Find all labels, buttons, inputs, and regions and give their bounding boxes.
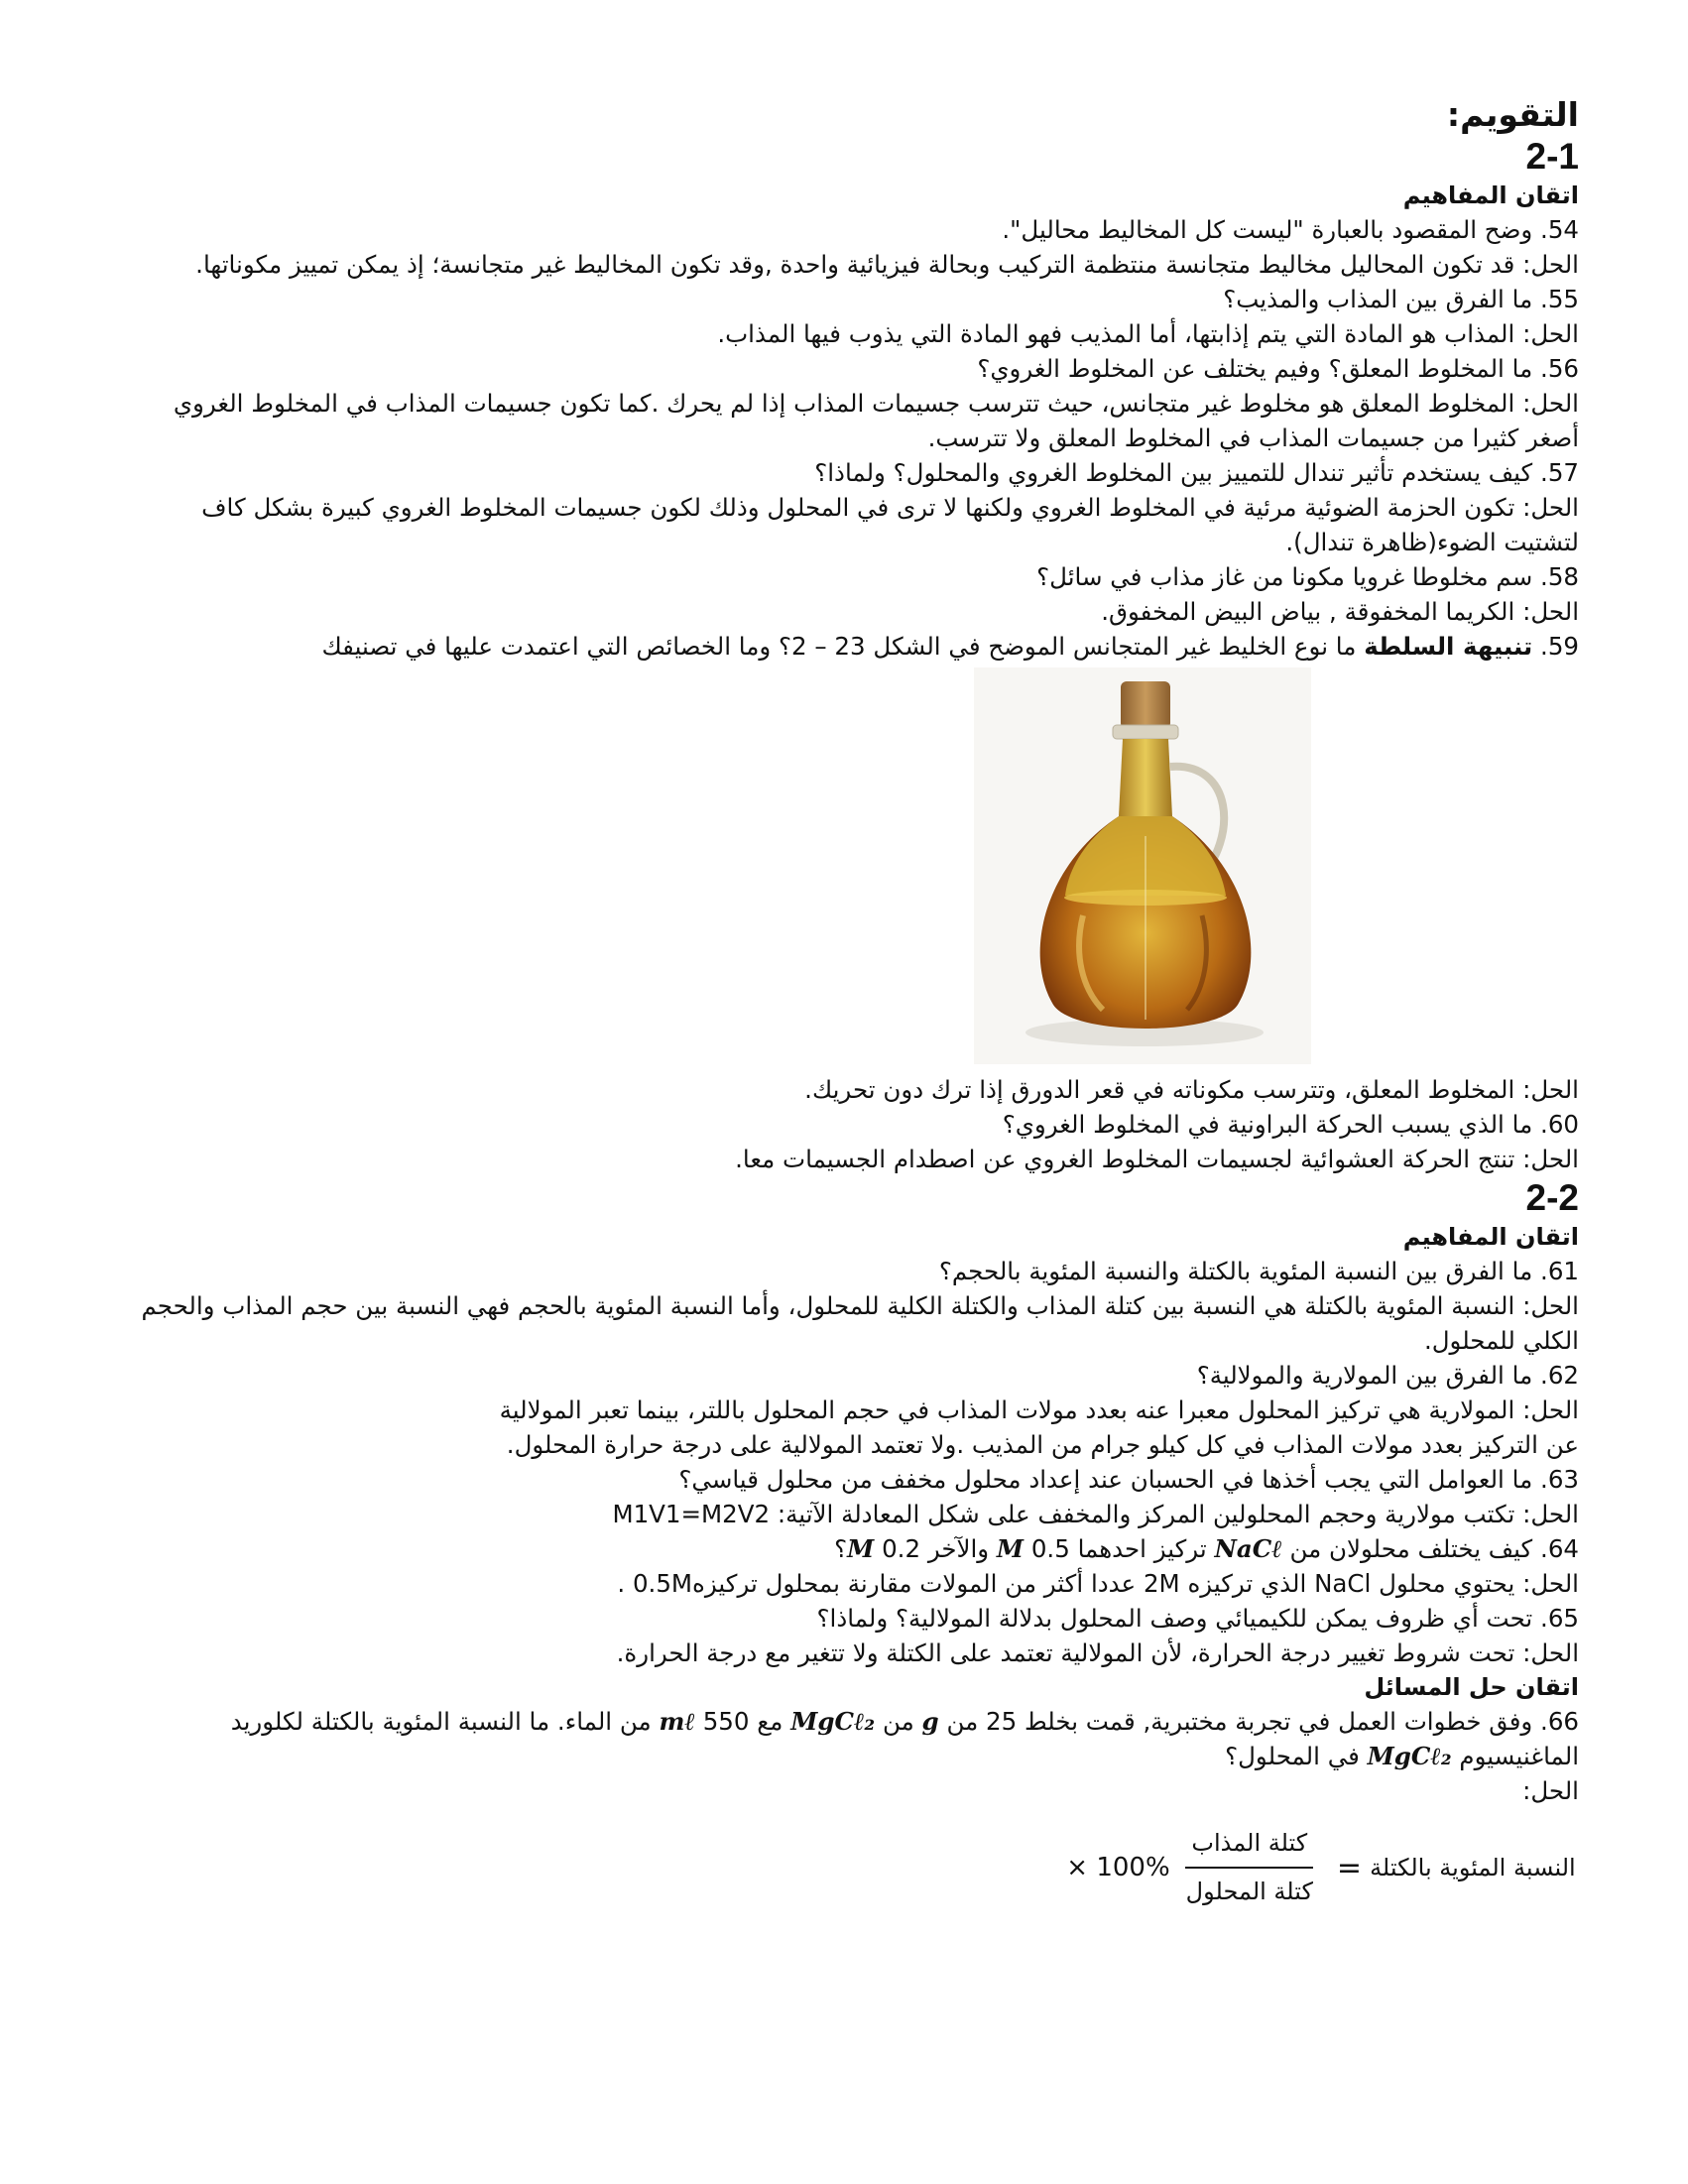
q59-answer: الحل: المخلوط المعلق، وتترسب مكوناته في قعر الدورق إذا ترك دون تحريك. — [804, 1075, 1579, 1104]
q66-text-c: مع 550 — [702, 1707, 784, 1736]
formula-times: × 100% — [1066, 1852, 1170, 1882]
q56-question: 56. ما المخلوط المعلق؟ وفيم يختلف عن المخلوط الغروي؟ — [977, 354, 1579, 383]
q66-unit-g: g — [921, 1707, 939, 1736]
q63-answer: الحل: تكتب مولارية وحجم المحلولين المركز والمخفف على شكل المعادلة الآتية: M1V1=M2V2 — [612, 1500, 1579, 1528]
formula-equals: = — [1336, 1850, 1363, 1885]
q59-bold-label: تنبيهة السلطة — [1364, 632, 1533, 661]
formula-denominator: كتلة المحلول — [1185, 1878, 1313, 1905]
q65-question: 65. تحت أي ظروف يمكن للكيميائي وصف المحلول بدلالة المولالية؟ ولماذا؟ — [816, 1604, 1579, 1633]
q62-question: 62. ما الفرق بين المولارية والمولالية؟ — [1196, 1361, 1579, 1390]
q57-answer: الحل: تكون الحزمة الضوئية مرئية في المخلوط الغروي ولكنها لا ترى في المحلول وذلك لكون جسيمات المخلوط الغروي كبيرة بشكل كاف لتشتيت الضوء(ظاهرة تندال). — [201, 493, 1579, 556]
q64-text-d: ؟ — [834, 1534, 848, 1563]
q64-text-b: تركيز احدهما 0.5 — [1030, 1534, 1207, 1563]
q66-solution-label: الحل: — [1522, 1776, 1579, 1805]
section-2-title: 2-2 — [1525, 1177, 1579, 1218]
section-1-subtitle: اتقان المفاهيم — [1402, 182, 1579, 209]
oil-bottle-icon — [974, 667, 1311, 1064]
q58-question: 58. سم مخلوطا غرويا مكونا من غاز مذاب في سائل؟ — [1036, 562, 1579, 591]
q64-answer: الحل: يحتوي محلول NaCl الذي تركيزه 2M عددا أكثر من المولات مقارنة بمحلول تركيزه0.5M . — [617, 1569, 1579, 1598]
document-page — [129, 95, 1579, 1909]
q55-answer: الحل: المذاب هو المادة التي يتم إذابتها، أما المذيب فهو المادة التي يذوب فيها المذاب. — [717, 319, 1579, 348]
q64-unit-2: M — [847, 1534, 875, 1563]
q66-text-e: في المحلول؟ — [1225, 1742, 1360, 1770]
q64-question — [129, 1531, 1579, 1566]
q54-question: 54. وضح المقصود بالعبارة "ليست كل المخاليط محاليل". — [1002, 215, 1579, 244]
q54-answer: الحل: قد تكون المحاليل مخاليط متجانسة منتظمة التركيب وبحالة فيزيائية واحدة ,وقد تكون المخاليط غير متجانسة؛ إذ يمكن تمييز مكوناتها. — [195, 250, 1579, 279]
oil-bottle-image — [974, 667, 1311, 1064]
q56-answer: الحل: المخلوط المعلق هو مخلوط غير متجانس، حيث تترسب جسيمات المذاب إذا لم يحرك .كما تكون جسيمات المذاب في المخلوط الغروي أصغر كثيرا من جسيمات المذاب في المخلوط المعلق ولا تترسب. — [173, 389, 1579, 452]
q66-unit-ml: mℓ — [659, 1707, 695, 1736]
section-2-subtitle: اتقان المفاهيم — [1402, 1223, 1579, 1251]
problems-subtitle: اتقان حل المسائل — [1364, 1673, 1579, 1701]
q58-answer: الحل: الكريما المخفوقة , بياض البيض المخفوق. — [1101, 597, 1579, 626]
q59-text: ما نوع الخليط غير المتجانس الموضح في الشكل 23 – 2؟ وما الخصائص التي اعتمدت عليها في تصنيفك — [321, 632, 1357, 661]
q64-unit-1: M — [996, 1534, 1025, 1563]
q62-answer-line1: الحل: المولارية هي تركيز المحلول معبرا عنه بعدد مولات المذاب في حجم المحلول باللتر، بينما تعبر المولالية — [499, 1395, 1579, 1424]
q60-answer: الحل: تنتج الحركة العشوائية لجسيمات المخلوط الغروي عن اصطدام الجسيمات معا. — [735, 1145, 1579, 1173]
q66-mgcl2-2: MgCℓ₂ — [1367, 1742, 1452, 1770]
q66-question — [129, 1704, 1579, 1773]
page-heading: التقويم: — [1446, 95, 1579, 134]
q66-text-b: من — [882, 1707, 914, 1736]
formula-numerator: كتلة المذاب — [1185, 1826, 1313, 1869]
q59-question — [129, 629, 1579, 664]
q63-question: 63. ما العوامل التي يجب أخذها في الحسبان عند إعداد محلول مخفف من محلول قياسي؟ — [678, 1465, 1579, 1494]
section-1-title: 2-1 — [1525, 136, 1579, 177]
q57-question: 57. كيف يستخدم تأثير تندال للتمييز بين المخلوط الغروي والمحلول؟ ولماذا؟ — [814, 458, 1579, 487]
q62-answer-line2: عن التركيز بعدد مولات المذاب في كل كيلو جرام من المذيب .ولا تعتمد المولالية على درجة حرارة المحلول. — [506, 1430, 1579, 1459]
q61-answer: الحل: النسبة المئوية بالكتلة هي النسبة بين كتلة المذاب والكتلة الكلية للمحلول، وأما النسبة المئوية بالحجم فهي النسبة بين حجم المذاب والحجم الكلي للمحلول. — [141, 1291, 1579, 1355]
q64-text-c: والآخر 0.2 — [882, 1534, 990, 1563]
mass-percent-formula — [1063, 1826, 1579, 1909]
q66-text-d: من الماء. ما النسبة المئوية بالكتلة لكلوريد الماغنيسيوم — [230, 1707, 1579, 1770]
q65-answer: الحل: تحت شروط تغيير درجة الحرارة، لأن المولالية تعتمد على الكتلة ولا تتغير مع درجة الحرارة. — [616, 1638, 1579, 1667]
q64-text-a: 64. كيف يختلف محلولان من — [1289, 1534, 1579, 1563]
q59-number: 59. — [1540, 632, 1579, 661]
q55-question: 55. ما الفرق بين المذاب والمذيب؟ — [1223, 285, 1579, 313]
figure-container — [129, 667, 1579, 1064]
q60-question: 60. ما الذي يسبب الحركة البراونية في المخلوط الغروي؟ — [1002, 1110, 1579, 1139]
formula-lhs: النسبة المئوية بالكتلة — [1370, 1853, 1576, 1881]
q66-mgcl2: MgCℓ₂ — [790, 1707, 876, 1736]
formula-fraction — [1180, 1826, 1319, 1909]
q66-text-a: 66. وفق خطوات العمل في تجربة مختبرية, قمت بخلط 25 من — [946, 1707, 1579, 1736]
q61-question: 61. ما الفرق بين النسبة المئوية بالكتلة والنسبة المئوية بالحجم؟ — [938, 1257, 1579, 1285]
q64-nacl: NaCℓ — [1214, 1534, 1282, 1563]
